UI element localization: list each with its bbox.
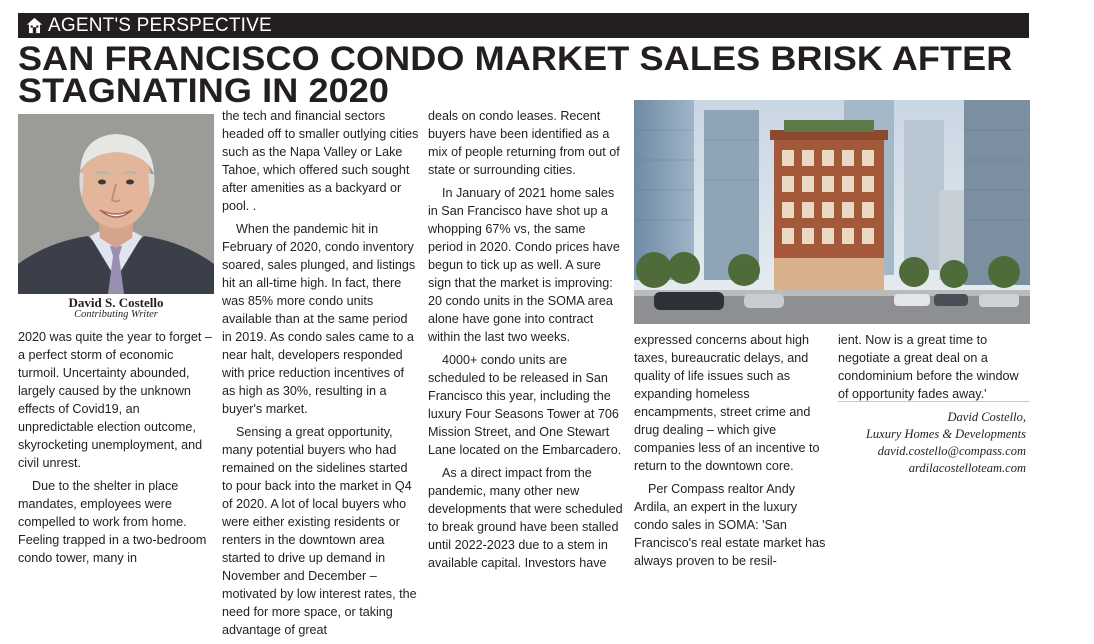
portrait-illustration	[18, 114, 214, 294]
paragraph: Sensing a great opportunity, many potential buyers who had remained on the sidelines started to pour back into the market in Q4 of 2020. A lot of local buyers who were either existing residents or renters in the downtown area started to drive up demand in November and December – motivated by low interest rates, the need for more space, or taking advantage of great	[222, 425, 417, 637]
article-column-2	[222, 107, 420, 644]
article-headline	[18, 40, 1094, 110]
author-name: David S. Costello	[68, 295, 164, 310]
article-column-5	[838, 331, 1030, 408]
paragraph: 2020 was quite the year to forget – a perfect storm of economic turmoil. Uncertainty abounded, largely caused by the unknown effects of Covid19, an unpredictable election outcome, skyrocketing unemployment, and civil unrest.	[18, 330, 212, 470]
building-rendering-image	[634, 100, 1030, 324]
article-column-3	[428, 107, 624, 577]
paragraph: the tech and financial sectors headed off to smaller outlying cities such as the Napa Valley or Lake Tahoe, which offered such sought after amenities as a backyard or pool. .	[222, 109, 419, 213]
paragraph: expressed concerns about high taxes, bureaucratic delays, and quality of life issues such as expanding homeless encampments, street crime and drug dealing – which give companies less of an incentive to return to the downtown core.	[634, 333, 820, 473]
paragraph: deals on condo leases. Recent buyers have been identified as a mix of people returning from out of state or surrounding cities.	[428, 109, 620, 177]
building-illustration	[634, 100, 1030, 324]
article-column-4	[634, 331, 830, 575]
signature-name: David Costello,	[947, 410, 1026, 424]
house-icon	[26, 17, 43, 34]
headline-line-1: SAN FRANCISCO CONDO MARKET SALES BRISK AFTER	[18, 40, 1013, 78]
article-column-1	[18, 328, 215, 572]
signature-divider	[838, 401, 1030, 402]
paragraph: When the pandemic hit in February of 2020, condo inventory soared, sales plunged, and listings hit an all-time high. In fact, there was 85% more condo units available than at the same period in 2019. As condo sales came to a near halt, developers responded with price reduction incentives of as high as 30%, resulting in a buyer's market.	[222, 222, 416, 416]
author-portrait	[18, 114, 214, 294]
paragraph: In January of 2021 home sales in San Francisco have shot up a whopping 67% vs, the same period in 2020. Condo prices have begun to tick up as well. A sure sign that the market is improving: 20 condo units in the SOMA area alone have gone into contract within the last two weeks.	[428, 186, 620, 344]
paragraph: As a direct impact from the pandemic, many other new developments that were scheduled to break ground have been stalled until 2022-2023 due to a stem in available capital. Investors have	[428, 466, 623, 570]
paragraph: 4000+ condo units are scheduled to be released in San Francisco this year, including the luxury Four Seasons Tower at 706 Mission Street, and One Stewart Lane located on the Embarcadero.	[428, 353, 622, 457]
headline-line-2: STAGNATING IN 2020	[18, 72, 390, 110]
signature-website[interactable]: ardilacostelloteam.com	[908, 461, 1026, 475]
section-banner	[18, 13, 1029, 38]
paragraph: Due to the shelter in place mandates, employees were compelled to work from home. Feeling trapped in a two-bedroom condo tower, many in	[18, 479, 207, 565]
author-signature	[836, 409, 1026, 477]
paragraph: ient. Now is a great time to negotiate a great deal on a condominium before the window of opportunity fades away.'	[838, 333, 1019, 401]
author-role: Contributing Writer	[74, 309, 158, 320]
signature-email[interactable]: david.costello@compass.com	[877, 444, 1026, 458]
signature-company: Luxury Homes & Developments	[865, 427, 1026, 441]
section-kicker: AGENT'S PERSPECTIVE	[48, 15, 272, 36]
paragraph: Per Compass realtor Andy Ardila, an expert in the luxury condo sales in SOMA: 'San Francisco's real estate market has always proven to be resil-	[634, 482, 826, 568]
